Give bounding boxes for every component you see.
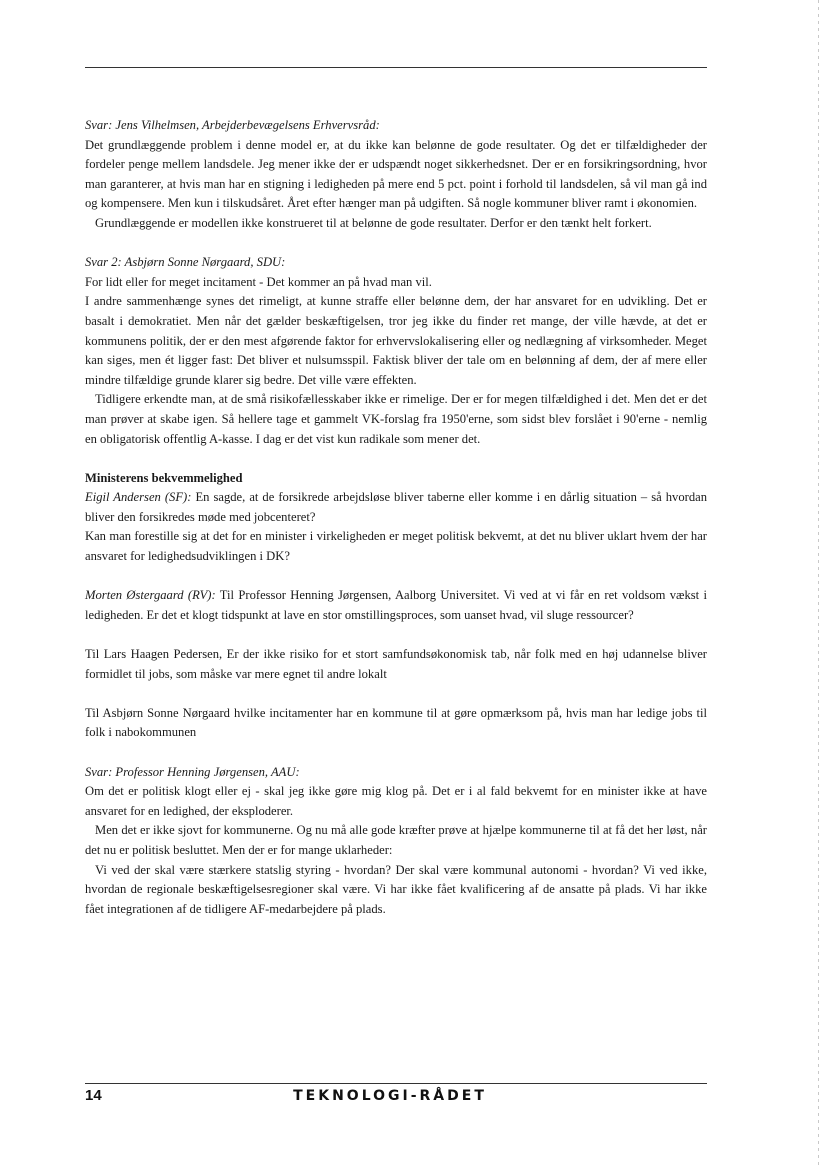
question-paragraph <box>85 586 707 625</box>
paragraph: Kan man forestille sig at det for en minister i virkeligheden er meget politisk bekvemt, at det nu bliver uklart hvem der har ansvaret for ledighedsudviklingen i DK? <box>85 529 707 564</box>
question-paragraph <box>85 488 707 527</box>
page-number: 14 <box>85 1087 102 1104</box>
question-text: En sagde, at de forsikrede arbejdsløse bliver taberne eller komme i en dårlig situation – så hvordan bliver den forsikredes møde med jobcenteret? <box>85 490 708 524</box>
paragraph: Vi ved der skal være stærkere statslig styring - hvordan? Der skal være kommunal autonomi - hvordan? Vi ved ikke, hvordan de regionale beskæftigelsesregioner skal være. Vi har ikke fået kvalificering af de ansatte på plads. Vi har ikke fået integrationen af de tidligere AF-medarbejdere på plads. <box>85 862 707 916</box>
paragraph: Det grundlæggende problem i denne model er, at du ikke kan belønne de gode resultater. Og det er tilfældigheder der fordeler penge mellem landsdele. Jeg mener ikke der er udspændt noget sikkerhedsnet. Der er en forsikringsordning, hvor man garanterer, at hvis man har en stigning i ledigheden på mere end 5 pct. point i forhold til landsdelen, så vil man gå ind og kompensere. Men kun i tilskudsåret. Året efter hænger man på udgiften. Så nogle kommuner bliver ramt i økonomien. <box>85 137 707 211</box>
paragraph: Grundlæggende er modellen ikke konstrueret til at belønne de gode resultater. Derfor er den tænkt helt forkert. <box>95 215 652 230</box>
paragraph: Tidligere erkendte man, at de små risikofællesskaber ikke er rimelige. Der er for megen tilfældighed i det. Men det er det man prøver at skabe igen. Så hellere tage et gammelt VK-forslag fra 1950'erne, som sidst blev forslået i 90'erne - nemlig en obligatorisk offentlig A-kasse. I dag er det vist kun radikale som mener det. <box>85 392 707 446</box>
speaker-label: Eigil Andersen (SF): <box>85 490 192 505</box>
speaker-label: Svar 2: Asbjørn Sonne Nørgaard, SDU: <box>85 255 286 270</box>
section-heading: Ministerens bekvemmelighed <box>85 470 243 485</box>
paragraph: Om det er politisk klogt eller ej - skal jeg ikke gøre mig klog på. Det er i al fald bekvemt for en minister ikke at have ansvaret for en ledighed, der eksploderer. <box>85 784 707 818</box>
footer-rule <box>85 1083 707 1084</box>
scan-edge-artifact <box>818 0 819 1168</box>
paragraph: Til Lars Haagen Pedersen, Er der ikke risiko for et stort samfundsøkonomisk tab, når folk med en høj udannelse bliver formidlet til jobs, som måske var mere egnet til andre lokalt <box>85 647 707 681</box>
paragraph: Men det er ikke sjovt for kommunerne. Og nu må alle gode kræfter prøve at hjælpe kommunerne til at få det her løst, når det nu er politisk besluttet. Men der er for mange uklarheder: <box>85 823 707 857</box>
page-body <box>85 116 707 919</box>
header-rule <box>85 67 707 68</box>
speaker-label: Svar: Professor Henning Jørgensen, AAU: <box>85 764 300 779</box>
paragraph: For lidt eller for meget incitament - Det kommer an på hvad man vil. <box>85 274 432 289</box>
publisher-name: TEKNOLOGI-RÅDET <box>293 1088 487 1104</box>
paragraph: Til Asbjørn Sonne Nørgaard hvilke incitamenter har en kommune til at gøre opmærksom på, hvis man har ledige jobs til folk i nabokommunen <box>85 705 707 740</box>
paragraph: I andre sammenhænge synes det rimeligt, at kunne straffe eller belønne dem, der har ansvaret for en udvikling. Det er basalt i demokratiet. Men når det gælder beskæftigelsen, tror jeg ikke du finder ret mange, der ville hævde, at det er kommunens politik, der er den mest afgørende faktor for erhvervslokalisering eller og nedlægning af virksomheder. Meget kan siges, men ét ligger fast: Det bliver et nulsumsspil. Faktisk bliver der tale om en belønning af dem, der af mere eller mindre tilfældige grunde klarer sig bedre. Det ville være effekten. <box>85 294 707 387</box>
speaker-label: Svar: Jens Vilhelmsen, Arbejderbevægelsens Erhvervsråd: <box>85 118 380 132</box>
speaker-label: Morten Østergaard (RV): <box>85 588 216 603</box>
question-text: Til Professor Henning Jørgensen, Aalborg Universitet. Vi ved at vi får en ret voldsom vækst i ledigheden. Er det et klogt tidspunkt at lave en stor omstillingsproces, som uanset hvad, vil sluge ressourcer? <box>85 588 708 622</box>
